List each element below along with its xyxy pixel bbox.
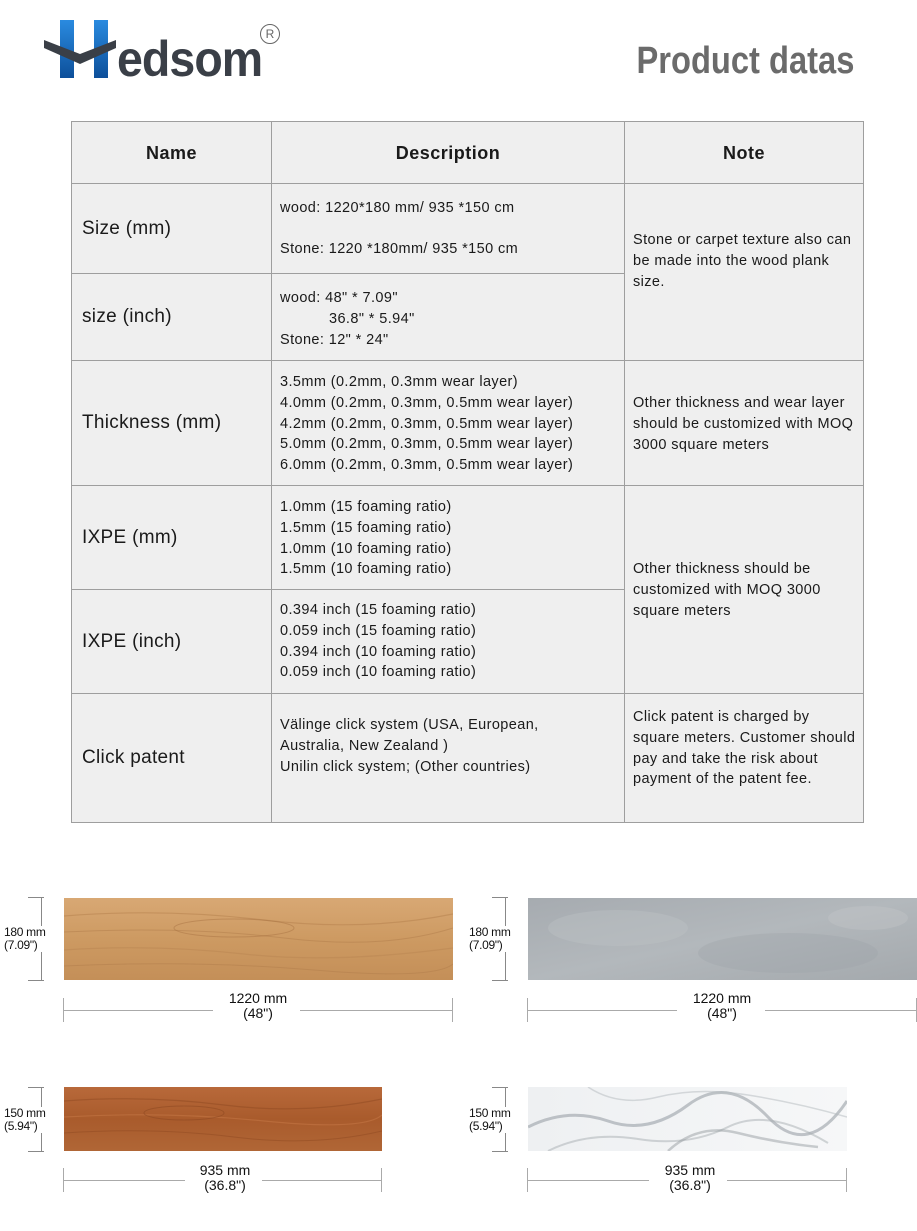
- marble-plank-swatch: [528, 1087, 847, 1151]
- width-mm: 1220 mm: [228, 990, 288, 1006]
- logo-h-icon: [44, 18, 116, 84]
- width-guide: [765, 1010, 916, 1011]
- row-note: Click patent is charged by square meters. Customer should pay and take the risk about payment of the patent fee.: [633, 709, 856, 788]
- width-label: [175, 1163, 275, 1193]
- row-note: Other thickness should be customized with MOQ 3000 square meters: [633, 561, 821, 619]
- wood-plank-swatch: [64, 898, 453, 980]
- width-mm: 1220 mm: [692, 990, 752, 1006]
- row-name: Size (mm): [82, 217, 172, 239]
- product-data-table: [71, 121, 864, 823]
- width-guide: [63, 1010, 213, 1011]
- description-line: 6.0mm (0.2mm, 0.3mm, 0.5mm wear layer): [280, 457, 574, 474]
- description-line: Australia, New Zealand ): [280, 737, 449, 754]
- width-guide: [300, 1010, 452, 1011]
- wood-plank-swatch: [64, 1087, 382, 1151]
- description-line: Unilin click system; (Other countries): [280, 758, 531, 775]
- height-guide-tick: [28, 1087, 44, 1088]
- description-line: Stone: 1220 *180mm/ 935 *150 cm: [280, 240, 519, 257]
- height-guide-tick: [492, 980, 508, 981]
- description-line: Stone: 12" * 24": [280, 331, 389, 348]
- row-description: [272, 715, 624, 777]
- row-name: size (inch): [82, 306, 172, 327]
- row-description: [272, 372, 624, 476]
- row-description: [272, 600, 624, 683]
- height-inch: (5.94"): [469, 1119, 503, 1133]
- description-line: 4.0mm (0.2mm, 0.3mm, 0.5mm wear layer): [280, 394, 574, 411]
- row-name: Thickness (mm): [82, 412, 222, 433]
- height-guide-tick: [492, 897, 508, 898]
- width-mm: 935 mm: [199, 1162, 251, 1178]
- description-line: 0.394 inch (10 foaming ratio): [280, 643, 477, 660]
- description-line: 3.5mm (0.2mm, 0.3mm wear layer): [280, 374, 518, 390]
- height-label: [469, 1107, 515, 1133]
- description-line: 1.0mm (15 foaming ratio): [280, 499, 452, 515]
- description-line: 36.8" * 5.94": [329, 310, 415, 327]
- width-guide: [527, 1180, 649, 1181]
- height-label: [4, 1107, 50, 1133]
- width-label: [672, 991, 772, 1021]
- height-mm: 180 mm: [469, 925, 511, 939]
- header-note: Note: [723, 142, 765, 163]
- width-label: [640, 1163, 740, 1193]
- header-name: Name: [145, 142, 198, 163]
- height-label: [469, 926, 515, 952]
- row-note: Other thickness and wear layer should be customized with MOQ 3000 square meters: [633, 395, 854, 453]
- row-note: Stone or carpet texture also can be made into the wood plank size.: [633, 232, 852, 290]
- brand-name: edsom: [117, 31, 263, 87]
- height-mm: 150 mm: [4, 1106, 46, 1120]
- height-guide-tick: [492, 1087, 508, 1088]
- width-guide-end: [381, 1168, 382, 1192]
- registered-mark: R: [260, 24, 280, 44]
- header-description: Description: [395, 142, 501, 163]
- height-inch: (7.09"): [4, 938, 38, 952]
- width-label: [208, 991, 308, 1021]
- row-description: [272, 497, 624, 580]
- description-line: wood: 1220*180 mm/ 935 *150 cm: [280, 200, 515, 216]
- page-title: Product datas: [636, 40, 854, 82]
- description-line: wood: 48" * 7.09": [280, 290, 398, 306]
- description-line: 1.5mm (15 foaming ratio): [280, 519, 452, 536]
- width-guide-end: [452, 998, 453, 1022]
- height-mm: 150 mm: [469, 1106, 511, 1120]
- width-inch: (48"): [707, 1005, 737, 1021]
- width-inch: (48"): [243, 1005, 273, 1021]
- height-guide-tick: [28, 1151, 44, 1152]
- width-guide: [727, 1180, 846, 1181]
- height-guide-tick: [492, 1151, 508, 1152]
- description-line: 5.0mm (0.2mm, 0.3mm, 0.5mm wear layer): [280, 436, 574, 453]
- description-line: 0.394 inch (15 foaming ratio): [280, 602, 477, 618]
- stone-plank-swatch: [528, 898, 917, 980]
- width-guide-end: [846, 1168, 847, 1192]
- width-inch: (36.8"): [204, 1177, 246, 1193]
- width-inch: (36.8"): [669, 1177, 711, 1193]
- width-mm: 935 mm: [664, 1162, 716, 1178]
- width-guide: [63, 1180, 185, 1181]
- description-line: 4.2mm (0.2mm, 0.3mm, 0.5mm wear layer): [280, 415, 574, 432]
- description-line: 1.0mm (10 foaming ratio): [280, 540, 452, 557]
- row-name: Click patent: [82, 747, 185, 768]
- description-line: 0.059 inch (15 foaming ratio): [280, 622, 477, 639]
- brand-logo: [44, 18, 294, 87]
- height-guide-tick: [28, 980, 44, 981]
- description-line: 1.5mm (10 foaming ratio): [280, 561, 452, 578]
- height-mm: 180 mm: [4, 925, 46, 939]
- row-name: IXPE (inch): [82, 630, 182, 652]
- description-line: 0.059 inch (10 foaming ratio): [280, 664, 477, 681]
- height-inch: (7.09"): [469, 938, 503, 952]
- description-line: Välinge click system (USA, European,: [280, 717, 539, 733]
- width-guide: [262, 1180, 381, 1181]
- width-guide: [527, 1010, 677, 1011]
- row-name: IXPE (mm): [82, 526, 178, 548]
- row-description: [272, 198, 624, 260]
- height-inch: (5.94"): [4, 1119, 38, 1133]
- height-label: [4, 926, 50, 952]
- row-description: [272, 288, 624, 350]
- height-guide-tick: [28, 897, 44, 898]
